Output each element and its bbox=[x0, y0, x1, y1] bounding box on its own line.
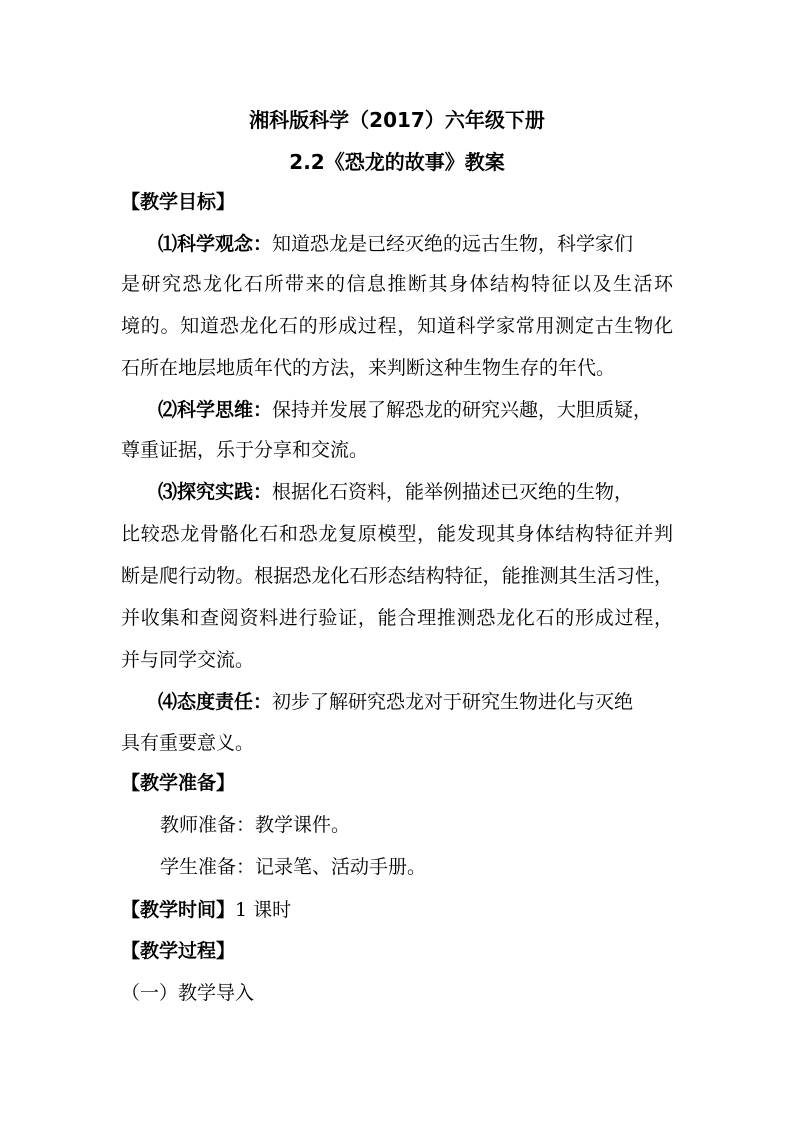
goal-3-label: ⑶探究实践： bbox=[158, 481, 273, 503]
goal-3-line-3: 断是爬行动物。根据恐龙化石形态结构特征，能推测其生活习性， bbox=[121, 565, 673, 587]
goal-1-line-4: 石所在地层地质年代的方法，来判断这种生物生存的年代。 bbox=[121, 357, 616, 379]
goals-heading: 【教学目标】 bbox=[121, 191, 236, 213]
goal-3-text: 根据化石资料，能举例描述已灭绝的生物， bbox=[272, 481, 634, 503]
goal-1-text: 知道恐龙是已经灭绝的远古生物，科学家们 bbox=[272, 233, 634, 255]
time-line bbox=[121, 898, 291, 922]
goal-2-label: ⑵科学思维： bbox=[158, 399, 273, 421]
goal-2-line-2: 尊重证据，乐于分享和交流。 bbox=[121, 439, 369, 461]
goal-1-line-2: 是研究恐龙化石所带来的信息推断其身体结构特征以及生活环 bbox=[121, 273, 673, 295]
goal-2-text: 保持并发展了解恐龙的研究兴趣，大胆质疑， bbox=[272, 399, 653, 421]
goal-1-label: ⑴科学观念： bbox=[158, 233, 273, 255]
goal-3-line-5: 并与同学交流。 bbox=[121, 649, 255, 671]
prep-teacher: 教师准备：教学课件。 bbox=[160, 814, 351, 836]
goal-4-text: 初步了解研究恐龙对于研究生物进化与灭绝 bbox=[272, 691, 634, 713]
goal-4-first-line bbox=[158, 690, 633, 714]
lesson-title: 2.2《恐龙的故事》教案 bbox=[289, 150, 505, 174]
prep-student: 学生准备：记录笔、活动手册。 bbox=[160, 856, 427, 878]
time-value: 1 课时 bbox=[235, 899, 292, 921]
time-heading: 【教学时间】 bbox=[121, 899, 236, 921]
goal-2-first-line bbox=[158, 398, 652, 422]
goal-3-line-4: 并收集和查阅资料进行验证，能合理推测恐龙化石的形成过程， bbox=[121, 607, 673, 629]
prep-heading: 【教学准备】 bbox=[121, 772, 236, 794]
goal-3-line-2: 比较恐龙骨骼化石和恐龙复原模型，能发现其身体结构特征并判 bbox=[121, 523, 673, 545]
goal-4-label: ⑷态度责任： bbox=[158, 691, 273, 713]
goal-1-line-3: 境的。知道恐龙化石的形成过程，知道科学家常用测定古生物化 bbox=[121, 315, 673, 337]
goal-1-first-line bbox=[158, 232, 633, 256]
process-heading: 【教学过程】 bbox=[121, 940, 236, 962]
section-intro-heading: （一）教学导入 bbox=[121, 982, 255, 1004]
goal-4-line-2: 具有重要意义。 bbox=[121, 732, 255, 754]
document-title: 湘科版科学（2017）六年级下册 bbox=[249, 108, 545, 132]
goal-3-first-line bbox=[158, 480, 633, 504]
